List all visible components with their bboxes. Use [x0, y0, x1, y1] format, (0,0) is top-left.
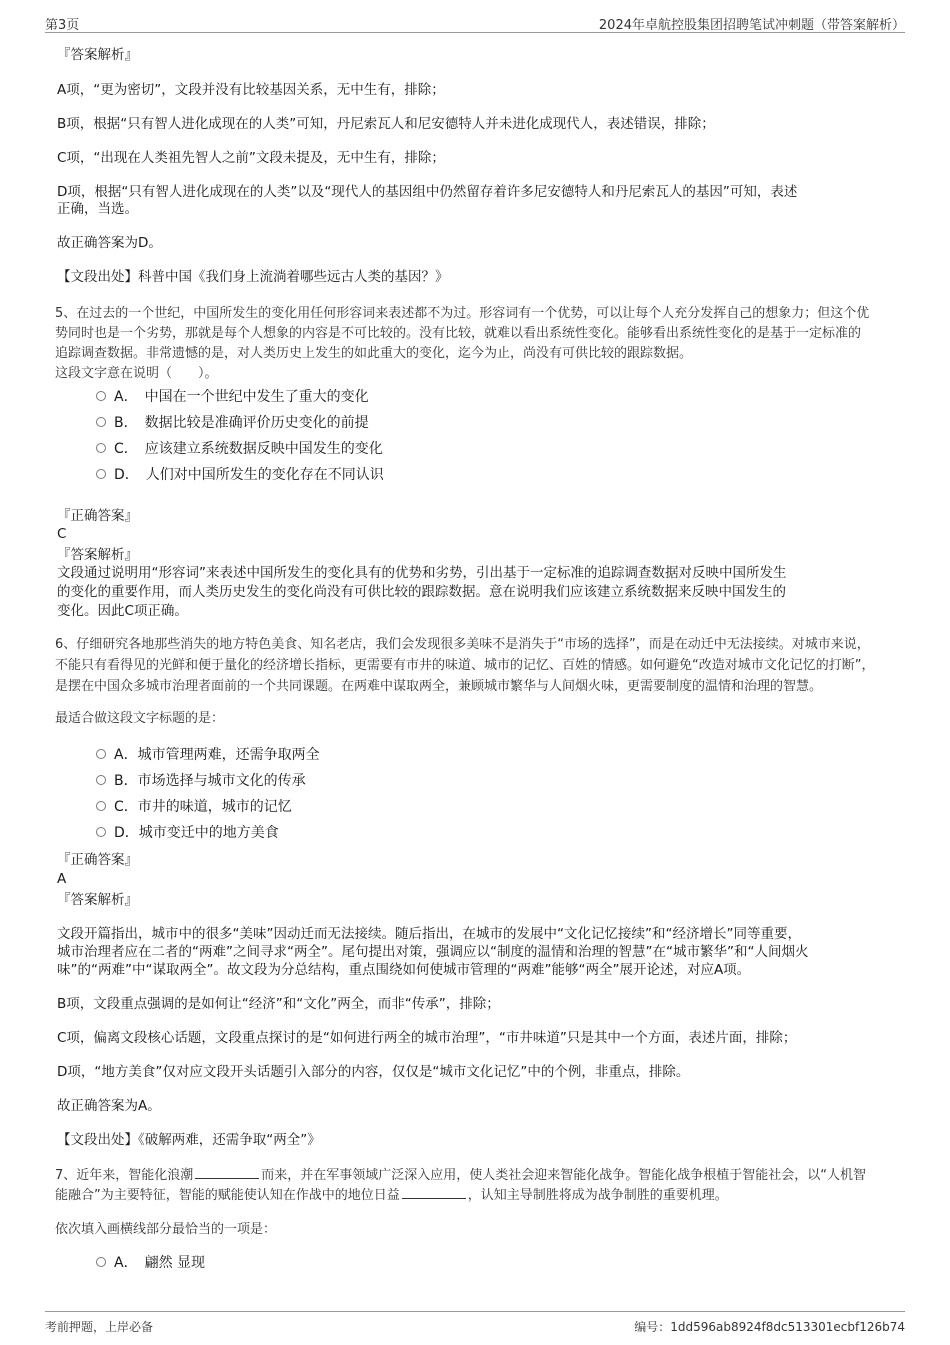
radio-icon[interactable]: [96, 775, 106, 785]
question-5-stem-line3: 追踪调查数据。非常遗憾的是，对人类历史上发生的如此重大的变化，迄今为止，尚没有可供比较的跟踪数据。: [55, 346, 693, 361]
radio-icon[interactable]: [96, 443, 106, 453]
fill-blank-2[interactable]: [402, 1187, 466, 1199]
page-header: [45, 12, 905, 33]
analysis-line2: 城市治理者应在二者的“两难”之间寻求“两全”。尾句提出对策，强调应以“制度的温情和治理的智慧”在“城市繁华”和“人间烟火: [57, 944, 809, 960]
answer-label: 『正确答案』: [57, 508, 138, 524]
question-5-option-c[interactable]: C． 应该建立系统数据反映中国发生的变化: [96, 440, 383, 458]
question-5-option-d[interactable]: D． 人们对中国所发生的变化存在不同认识: [96, 466, 384, 484]
question-6-stem-line2: 不能只有看得见的光鲜和便于量化的经济增长指标，更需要有市井的味道、城市的记忆、百姓的情感。如何避免“改造对城市文化记忆的打断”，: [55, 658, 875, 673]
analysis-option-b: B项，文段重点强调的是如何让“经济”和“文化”两全，而非“传承”，排除；: [57, 996, 500, 1012]
question-6-option-d[interactable]: D．城市变迁中的地方美食: [96, 824, 279, 842]
question-5-stem-line2: 势同时也是一个劣势，那就是每个人想象的内容是不可比较的。没有比较，就难以看出系统性变化。能够看出系统性变化的是基于一定标准的: [55, 326, 862, 341]
question-6-option-c[interactable]: C．市井的味道，城市的记忆: [96, 798, 292, 816]
radio-icon[interactable]: [96, 391, 106, 401]
analysis-label: 『答案解析』: [57, 47, 138, 63]
document-id: 编号：1dd596ab8924f8dc513301ecbf126b74: [634, 1320, 905, 1334]
radio-icon[interactable]: [96, 469, 106, 479]
page-number: 第3页: [45, 18, 80, 33]
radio-icon[interactable]: [96, 749, 106, 759]
analysis-line3: 味”的“两难”中“谋取两全”。故文段为分总结构，重点围绕如何使城市管理的“两难”能够“两全”展开论述，对应A项。: [57, 962, 751, 978]
document-title: 2024年卓航控股集团招聘笔试冲刺题（带答案解析）: [598, 18, 905, 33]
footer-slogan: 考前押题，上岸必备: [45, 1320, 154, 1334]
source-line: 【文段出处】科普中国《我们身上流淌着哪些远古人类的基因？》: [57, 269, 449, 285]
question-5-option-a[interactable]: A． 中国在一个世纪中发生了重大的变化: [96, 388, 369, 406]
question-5-option-b[interactable]: B． 数据比较是准确评价历史变化的前提: [96, 414, 369, 432]
answer-label: 『正确答案』: [57, 852, 138, 868]
question-6-option-a[interactable]: A．城市管理两难，还需争取两全: [96, 746, 320, 764]
question-6-option-b[interactable]: B．市场选择与城市文化的传承: [96, 772, 306, 790]
radio-icon[interactable]: [96, 801, 106, 811]
question-6-stem-line1: 6、仔细研究各地那些消失的地方特色美食、知名老店，我们会发现很多美味不是消失于“市场的选择”，而是在动迁中无法接续。对城市来说，: [55, 637, 870, 652]
conclusion: 故正确答案为A。: [57, 1098, 161, 1114]
analysis-line1: 文段开篇指出，城市中的很多“美味”因动迁而无法接续。随后指出，在城市的发展中“文化记忆接续”和“经济增长”同等重要，: [57, 926, 801, 942]
radio-icon[interactable]: [96, 417, 106, 427]
question-6-stem-line3: 是摆在中国众多城市治理者面前的一个共同课题。在两难中谋取两全，兼顾城市繁华与人间烟火味，更需要制度的温情和治理的智慧。: [55, 679, 823, 694]
analysis-option-d: D项，“地方美食”仅对应文段开头话题引入部分的内容，仅仅是“城市文化记忆”中的个例，非重点，排除。: [57, 1064, 690, 1080]
fill-blank-1[interactable]: [195, 1167, 259, 1179]
answer-value: C: [57, 526, 67, 542]
analysis-label: 『答案解析』: [57, 892, 138, 908]
question-5-ask: 这段文字意在说明（ ）。: [55, 366, 218, 381]
analysis-option-d-line2: 正确，当选。: [57, 201, 138, 217]
source-line: 【文段出处】《破解两难，还需争取“两全”》: [57, 1132, 321, 1148]
analysis-line2: 的变化的重要作用，而人类历史发生的变化尚没有可供比较的跟踪数据。意在说明我们应该建立系统数据来反映中国发生的: [57, 584, 786, 600]
question-7-ask: 依次填入画横线部分最恰当的一项是：: [55, 1222, 277, 1237]
answer-value: A: [57, 871, 67, 887]
analysis-line3: 变化。因此C项正确。: [57, 603, 188, 619]
analysis-label: 『答案解析』: [57, 547, 138, 563]
analysis-option-d-line1: D项，根据“只有智人进化成现在的人类”以及“现代人的基因组中仍然留存着许多尼安德特人和丹尼索瓦人的基因”可知，表述: [57, 184, 798, 200]
analysis-option-a: A项，“更为密切”，文段并没有比较基因关系，无中生有，排除；: [57, 82, 445, 98]
radio-icon[interactable]: [96, 1257, 106, 1267]
analysis-line1: 文段通过说明用“形容词”来表述中国所发生的变化具有的优势和劣势，引出基于一定标准的追踪调查数据对反映中国所发生: [57, 565, 787, 581]
analysis-option-c: C项，“出现在人类祖先智人之前”文段未提及，无中生有，排除；: [57, 150, 445, 166]
question-5-stem-line1: 5、在过去的一个世纪，中国所发生的变化用任何形容词来表述都不为过。形容词有一个优势，可以让每个人充分发挥自己的想象力；但这个优: [55, 306, 870, 321]
page-footer: [45, 1311, 905, 1338]
conclusion: 故正确答案为D。: [57, 235, 162, 251]
question-7-stem-line1: 7、近年来，智能化浪潮 而来，并在军事领域广泛深入应用，使人类社会迎来智能化战争。智能化战争根植于智能社会，以“人机智: [55, 1168, 867, 1183]
question-7-option-a[interactable]: A． 翩然 显现: [96, 1254, 205, 1272]
question-7-stem-line2: 能融合”为主要特征，智能的赋能使认知在作战中的地位日益 ，认知主导制胜将成为战争制胜的重要机理。: [55, 1188, 728, 1203]
analysis-option-b: B项，根据“只有智人进化成现在的人类”可知，丹尼索瓦人和尼安德特人并未进化成现代人，表述错误，排除；: [57, 116, 715, 132]
radio-icon[interactable]: [96, 827, 106, 837]
analysis-option-c: C项，偏离文段核心话题，文段重点探讨的是“如何进行两全的城市治理”，“市井味道”只是其中一个方面，表述片面，排除；: [57, 1030, 797, 1046]
question-6-ask: 最适合做这段文字标题的是：: [55, 711, 225, 726]
